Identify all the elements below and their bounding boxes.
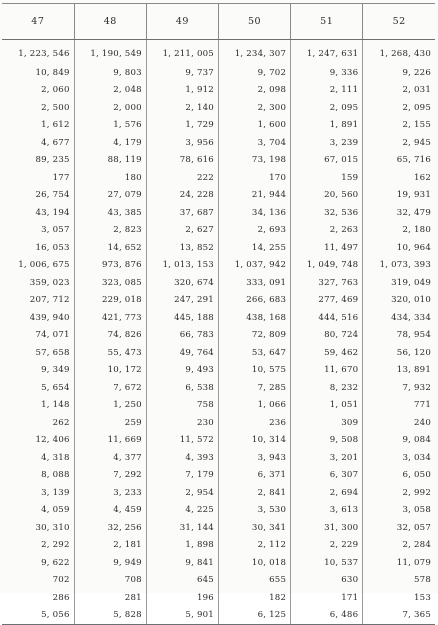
table-cell: 8, 088 <box>41 470 70 481</box>
table-cell: 57, 658 <box>35 347 70 358</box>
header-cell-2: 49 <box>146 4 218 40</box>
table-cell: 320, 010 <box>363 292 435 310</box>
table-row <box>2 117 435 135</box>
table-cell: 2, 992 <box>363 484 435 502</box>
statistics-table <box>2 3 435 625</box>
table-cell: 67, 015 <box>291 152 363 170</box>
table-cell: 32, 536 <box>291 204 363 222</box>
table-row <box>2 134 435 152</box>
table-cell: 56, 120 <box>363 344 435 362</box>
table-cell: 3, 139 <box>41 487 70 498</box>
table-cell: 2, 031 <box>363 82 435 100</box>
table-cell: 4, 318 <box>41 452 70 463</box>
table-cell: 319, 049 <box>363 274 435 292</box>
table-cell: 73, 198 <box>218 152 290 170</box>
table-row <box>2 274 435 292</box>
table-row <box>2 484 435 502</box>
table-row <box>2 239 435 257</box>
table-cell: 439, 940 <box>29 312 70 323</box>
table-row <box>2 397 435 415</box>
table-cell: 30, 310 <box>35 522 70 533</box>
table-row <box>2 40 435 65</box>
table-cell: 53, 647 <box>218 344 290 362</box>
table-cell: 247, 291 <box>146 292 218 310</box>
table-cell: 5, 654 <box>41 382 70 393</box>
table-cell: 4, 393 <box>146 449 218 467</box>
table-cell: 196 <box>146 589 218 607</box>
table-cell: 1, 148 <box>41 400 70 411</box>
table-cell: 4, 179 <box>74 134 146 152</box>
header-row <box>2 4 435 40</box>
table-cell: 9, 508 <box>291 432 363 450</box>
table-cell: 2, 180 <box>363 222 435 240</box>
table-cell: 31, 300 <box>291 519 363 537</box>
table-cell: 180 <box>74 169 146 187</box>
table-cell: 2, 292 <box>41 540 70 551</box>
table-cell: 89, 235 <box>35 155 70 166</box>
table-cell: 2, 693 <box>218 222 290 240</box>
table-cell: 333, 091 <box>218 274 290 292</box>
table-cell: 7, 179 <box>146 467 218 485</box>
table-cell: 2, 181 <box>74 537 146 555</box>
table-cell: 2, 095 <box>291 99 363 117</box>
table-cell: 9, 226 <box>363 64 435 82</box>
table-cell: 445, 188 <box>146 309 218 327</box>
table-cell: 16, 053 <box>35 242 70 253</box>
table-row <box>2 169 435 187</box>
table-cell: 2, 111 <box>291 82 363 100</box>
table-row <box>2 99 435 117</box>
table-cell: 26, 754 <box>35 190 70 201</box>
table-cell: 655 <box>218 572 290 590</box>
table-cell: 6, 050 <box>363 467 435 485</box>
table-cell: 1, 912 <box>146 82 218 100</box>
table-cell: 309 <box>291 414 363 432</box>
table-cell: 13, 852 <box>146 239 218 257</box>
table-cell: 55, 473 <box>74 344 146 362</box>
table-cell: 1, 247, 631 <box>291 40 363 65</box>
table-cell: 702 <box>52 575 70 586</box>
table-cell: 32, 479 <box>363 204 435 222</box>
table-cell: 4, 377 <box>74 449 146 467</box>
table-cell: 262 <box>52 417 70 428</box>
table-cell: 182 <box>218 589 290 607</box>
table-cell: 359, 023 <box>29 277 70 288</box>
table-cell: 49, 764 <box>146 344 218 362</box>
table-cell: 1, 066 <box>218 397 290 415</box>
table-cell: 78, 954 <box>363 327 435 345</box>
table-cell: 2, 823 <box>74 222 146 240</box>
table-cell: 327, 763 <box>291 274 363 292</box>
table-cell: 10, 172 <box>74 362 146 380</box>
table-cell: 9, 803 <box>74 64 146 82</box>
table-row <box>2 589 435 607</box>
table-cell: 1, 898 <box>146 537 218 555</box>
table-cell: 5, 901 <box>146 607 218 625</box>
table-cell: 1, 234, 307 <box>218 40 290 65</box>
table-cell: 3, 239 <box>291 134 363 152</box>
table-cell: 2, 155 <box>363 117 435 135</box>
table-cell: 21, 944 <box>218 187 290 205</box>
table-cell: 10, 018 <box>218 554 290 572</box>
table-cell: 1, 891 <box>291 117 363 135</box>
table-cell: 9, 084 <box>363 432 435 450</box>
table-cell: 1, 729 <box>146 117 218 135</box>
table-cell: 177 <box>52 172 70 183</box>
table-cell: 1, 006, 675 <box>18 260 70 271</box>
table-cell: 4, 059 <box>41 505 70 516</box>
table-cell: 645 <box>146 572 218 590</box>
table-cell: 10, 537 <box>291 554 363 572</box>
table-cell: 2, 263 <box>291 222 363 240</box>
table-cell: 6, 125 <box>218 607 290 625</box>
table-row <box>2 467 435 485</box>
table-row <box>2 362 435 380</box>
table-cell: 3, 956 <box>146 134 218 152</box>
table-cell: 3, 058 <box>363 502 435 520</box>
table-row <box>2 519 435 537</box>
table-cell: 20, 560 <box>291 187 363 205</box>
table-cell: 34, 136 <box>218 204 290 222</box>
table-cell: 973, 876 <box>74 257 146 275</box>
header-cell-4: 51 <box>291 4 363 40</box>
table-cell: 3, 057 <box>41 225 70 236</box>
table-cell: 771 <box>363 397 435 415</box>
table-cell: 4, 225 <box>146 502 218 520</box>
table-cell: 2, 098 <box>218 82 290 100</box>
table-cell: 11, 670 <box>291 362 363 380</box>
table-cell: 8, 232 <box>291 379 363 397</box>
table-row <box>2 449 435 467</box>
table-cell: 230 <box>146 414 218 432</box>
table-row <box>2 292 435 310</box>
table-cell: 2, 060 <box>41 85 70 96</box>
table-cell: 2, 000 <box>74 99 146 117</box>
table-row <box>2 222 435 240</box>
table-body <box>2 40 435 625</box>
table-cell: 11, 572 <box>146 432 218 450</box>
table-cell: 1, 576 <box>74 117 146 135</box>
table-cell: 1, 013, 153 <box>146 257 218 275</box>
table-cell: 11, 079 <box>363 554 435 572</box>
table-cell: 6, 307 <box>291 467 363 485</box>
table-cell: 3, 201 <box>291 449 363 467</box>
table-cell: 9, 493 <box>146 362 218 380</box>
table-cell: 2, 300 <box>218 99 290 117</box>
header-cell-0: 47 <box>2 4 74 40</box>
table-cell: 5, 828 <box>74 607 146 625</box>
table-cell: 444, 516 <box>291 309 363 327</box>
table-cell: 2, 095 <box>363 99 435 117</box>
table-cell: 1, 190, 549 <box>74 40 146 65</box>
table-cell: 4, 677 <box>41 137 70 148</box>
table-cell: 6, 538 <box>146 379 218 397</box>
table-cell: 74, 071 <box>35 330 70 341</box>
table-cell: 708 <box>74 572 146 590</box>
table-row <box>2 309 435 327</box>
table-cell: 323, 085 <box>74 274 146 292</box>
table-cell: 578 <box>363 572 435 590</box>
table-cell: 222 <box>146 169 218 187</box>
table-cell: 1, 250 <box>74 397 146 415</box>
table-cell: 1, 612 <box>41 120 70 131</box>
table-cell: 421, 773 <box>74 309 146 327</box>
table-cell: 11, 497 <box>291 239 363 257</box>
table-cell: 11, 669 <box>74 432 146 450</box>
table-cell: 630 <box>291 572 363 590</box>
table-cell: 14, 652 <box>74 239 146 257</box>
table-header <box>2 4 435 40</box>
header-cell-5: 52 <box>363 4 435 40</box>
table-cell: 9, 336 <box>291 64 363 82</box>
table-cell: 59, 462 <box>291 344 363 362</box>
table-cell: 30, 341 <box>218 519 290 537</box>
table-cell: 2, 945 <box>363 134 435 152</box>
table-cell: 1, 049, 748 <box>291 257 363 275</box>
table-cell: 2, 284 <box>363 537 435 555</box>
table-row <box>2 414 435 432</box>
table-row <box>2 327 435 345</box>
table-cell: 24, 228 <box>146 187 218 205</box>
table-cell: 1, 073, 393 <box>363 257 435 275</box>
table-cell: 88, 119 <box>74 152 146 170</box>
table-cell: 74, 826 <box>74 327 146 345</box>
table-row <box>2 257 435 275</box>
table-cell: 2, 140 <box>146 99 218 117</box>
table-cell: 2, 841 <box>218 484 290 502</box>
table-cell: 7, 932 <box>363 379 435 397</box>
table-cell: 320, 674 <box>146 274 218 292</box>
table-cell: 7, 672 <box>74 379 146 397</box>
table-cell: 80, 724 <box>291 327 363 345</box>
table-cell: 43, 194 <box>35 207 70 218</box>
table-cell: 3, 943 <box>218 449 290 467</box>
table-cell: 229, 018 <box>74 292 146 310</box>
table-cell: 1, 600 <box>218 117 290 135</box>
table-cell: 2, 229 <box>291 537 363 555</box>
table-cell: 2, 048 <box>74 82 146 100</box>
table-row <box>2 607 435 625</box>
header-cell-3: 50 <box>218 4 290 40</box>
table-cell: 66, 783 <box>146 327 218 345</box>
table-cell: 10, 314 <box>218 432 290 450</box>
table-cell: 434, 334 <box>363 309 435 327</box>
table-cell: 170 <box>218 169 290 187</box>
table-cell: 240 <box>363 414 435 432</box>
table-cell: 758 <box>146 397 218 415</box>
table-row <box>2 82 435 100</box>
table-cell: 37, 687 <box>146 204 218 222</box>
table-cell: 10, 964 <box>363 239 435 257</box>
table-row <box>2 572 435 590</box>
table-cell: 9, 349 <box>41 365 70 376</box>
table-cell: 32, 256 <box>74 519 146 537</box>
table-row <box>2 537 435 555</box>
table-cell: 12, 406 <box>35 435 70 446</box>
table-cell: 10, 849 <box>35 67 70 78</box>
table-cell: 7, 365 <box>363 607 435 625</box>
table-cell: 3, 034 <box>363 449 435 467</box>
table-cell: 3, 704 <box>218 134 290 152</box>
table-cell: 7, 292 <box>74 467 146 485</box>
table-cell: 9, 622 <box>41 557 70 568</box>
table-cell: 14, 255 <box>218 239 290 257</box>
table-cell: 1, 268, 430 <box>363 40 435 65</box>
header-cell-1: 48 <box>74 4 146 40</box>
table-row <box>2 344 435 362</box>
table-cell: 2, 112 <box>218 537 290 555</box>
table-cell: 1, 211, 005 <box>146 40 218 65</box>
table-cell: 162 <box>363 169 435 187</box>
table-row <box>2 432 435 450</box>
table-cell: 9, 949 <box>74 554 146 572</box>
table-cell: 19, 931 <box>363 187 435 205</box>
table-cell: 65, 716 <box>363 152 435 170</box>
table-cell: 171 <box>291 589 363 607</box>
table-cell: 5, 056 <box>2 607 74 625</box>
table-cell: 286 <box>52 592 70 603</box>
table-row <box>2 379 435 397</box>
table-row <box>2 187 435 205</box>
table-row <box>2 502 435 520</box>
table-cell: 32, 057 <box>363 519 435 537</box>
table-row <box>2 64 435 82</box>
table-cell: 3, 613 <box>291 502 363 520</box>
table-cell: 438, 168 <box>218 309 290 327</box>
table-cell: 207, 712 <box>29 295 70 306</box>
table-row <box>2 204 435 222</box>
table-cell: 1, 223, 546 <box>18 49 70 59</box>
table-cell: 27, 079 <box>74 187 146 205</box>
table-cell: 6, 371 <box>218 467 290 485</box>
table-cell: 2, 954 <box>146 484 218 502</box>
table-cell: 13, 891 <box>363 362 435 380</box>
table-cell: 6, 486 <box>291 607 363 625</box>
table-row <box>2 152 435 170</box>
table-cell: 266, 683 <box>218 292 290 310</box>
table-cell: 277, 469 <box>291 292 363 310</box>
table-cell: 9, 737 <box>146 64 218 82</box>
table-cell: 2, 500 <box>41 102 70 113</box>
table-cell: 2, 694 <box>291 484 363 502</box>
table-cell: 78, 616 <box>146 152 218 170</box>
table-cell: 10, 575 <box>218 362 290 380</box>
table-cell: 159 <box>291 169 363 187</box>
table-cell: 9, 841 <box>146 554 218 572</box>
table-cell: 153 <box>363 589 435 607</box>
table-cell: 9, 702 <box>218 64 290 82</box>
table-cell: 3, 530 <box>218 502 290 520</box>
table-cell: 236 <box>218 414 290 432</box>
table-cell: 43, 385 <box>74 204 146 222</box>
table-cell: 1, 051 <box>291 397 363 415</box>
table-cell: 7, 285 <box>218 379 290 397</box>
table-cell: 31, 144 <box>146 519 218 537</box>
table-row <box>2 554 435 572</box>
table-cell: 3, 233 <box>74 484 146 502</box>
table-cell: 281 <box>74 589 146 607</box>
table-cell: 259 <box>74 414 146 432</box>
table-cell: 1, 037, 942 <box>218 257 290 275</box>
table-cell: 4, 459 <box>74 502 146 520</box>
table-cell: 2, 627 <box>146 222 218 240</box>
table-cell: 72, 809 <box>218 327 290 345</box>
